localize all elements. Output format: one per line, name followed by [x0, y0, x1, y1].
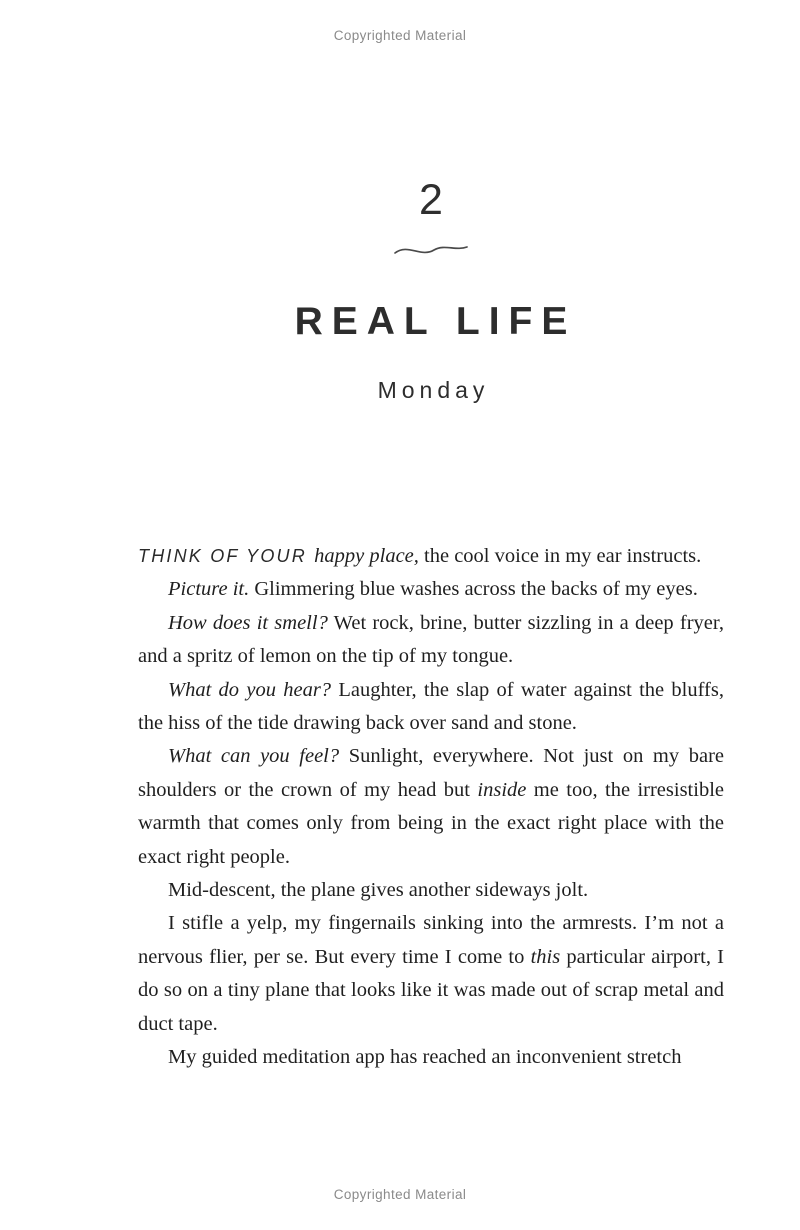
lead-in-text-run: THINK OF YOUR — [138, 546, 315, 566]
text-run: Laughter, the slap of water against the bluffs, the hiss of the tide drawing back over sand and stone. — [138, 678, 724, 735]
italic-text-run: What do you hear? — [168, 678, 332, 701]
paragraph — [138, 1041, 724, 1074]
text-run: My guided meditation app has reached an inconvenient stretch — [168, 1046, 682, 1069]
paragraph — [138, 674, 724, 741]
squiggle-divider — [138, 242, 724, 265]
text-run: Glimmering blue washes across the backs of my eyes. — [249, 578, 698, 601]
text-run: me too, the irresistible warmth that comes only from being in the exact right place with the exact right people. — [138, 778, 724, 868]
text-run: Sunlight, everywhere. Not just on my bare shoulders or the crown of my head but — [138, 745, 724, 801]
body-text — [138, 540, 724, 1075]
chapter-subtitle: Monday — [377, 377, 490, 403]
paragraph — [138, 540, 724, 573]
italic-text-run: this — [530, 945, 561, 968]
italic-text-run: inside — [477, 778, 527, 801]
copyright-notice-bottom: Copyrighted Material — [333, 1187, 467, 1202]
italic-text-run: Picture it. — [168, 578, 250, 601]
paragraph — [138, 740, 724, 874]
squiggle-icon — [390, 242, 472, 260]
text-run: Mid-descent, the plane gives another sideways jolt. — [168, 879, 589, 902]
text-run: Wet rock, brine, butter sizzling in a deep fryer, and a spritz of lemon on the tip of my tongue. — [138, 611, 725, 668]
chapter-number: 2 — [419, 176, 443, 224]
chapter-title: REAL LIFE — [294, 300, 577, 343]
paragraph — [138, 874, 724, 907]
italic-text-run: How does it smell? — [168, 611, 328, 634]
text-run: I stifle a yelp, my fingernails sinking into the armrests. I’m not a nervous flier, per se. But every time I come to — [138, 912, 724, 968]
paragraph — [138, 907, 724, 1041]
paragraph — [138, 573, 724, 606]
paragraph — [138, 607, 724, 674]
italic-text-run: happy place, — [314, 545, 419, 567]
text-run: particular airport, I do so on a tiny plane that looks like it was made out of scrap metal and duct tape. — [138, 945, 724, 1035]
copyright-notice-top: Copyrighted Material — [333, 28, 467, 43]
text-run: the cool voice in my ear instructs. — [418, 545, 702, 567]
italic-text-run: What can you feel? — [168, 745, 340, 768]
